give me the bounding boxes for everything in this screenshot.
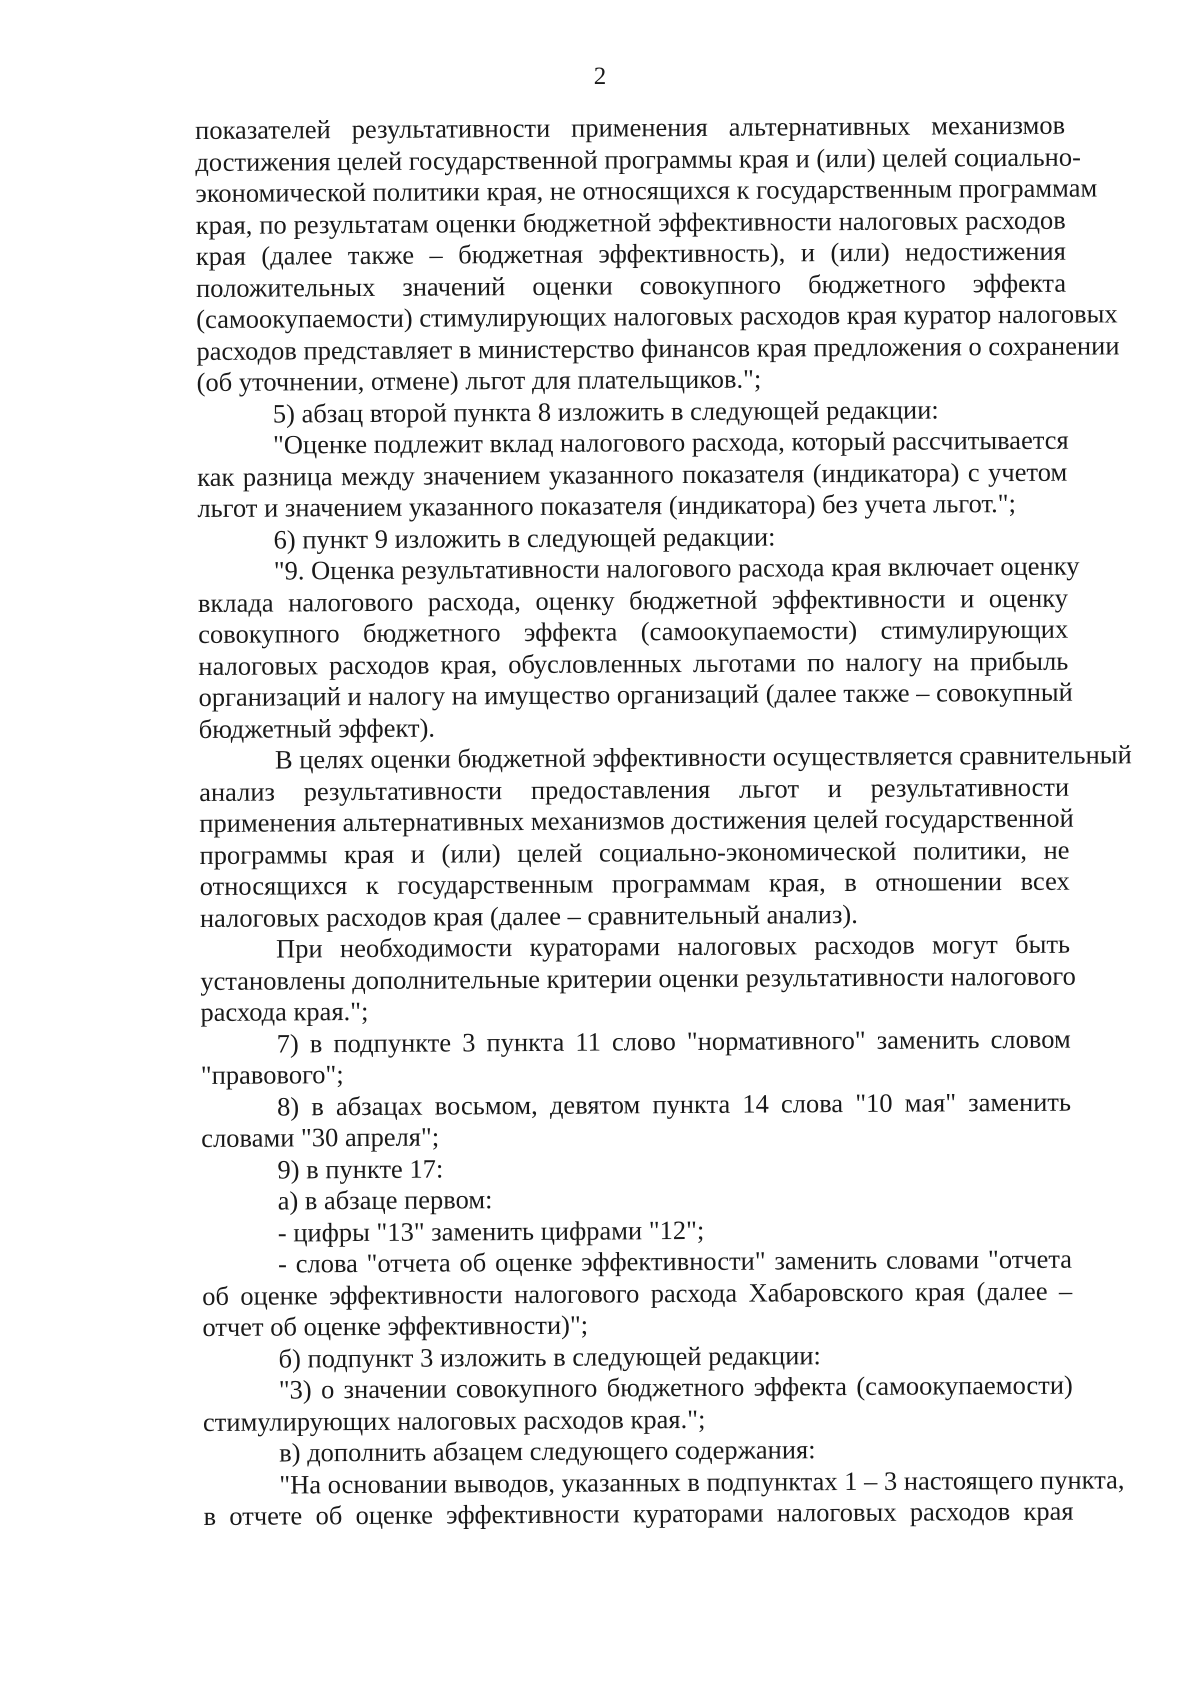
text-line: совокупного бюджетного эффекта (самоокупаемости) стимулирующих [198,613,1069,649]
text-line: программы края и (или) целей социально-экономической политики, не [199,834,1070,870]
text-line: края (далее также – бюджетная эффективность), и (или) недостижения [195,235,1066,271]
text-line: бюджетный эффект). [198,712,436,744]
text-line: положительных значений оценки совокупного бюджетного эффекта [195,267,1067,303]
text-line: 9) в пункте 17: [277,1153,444,1185]
text-line: а) в абзаце первом: [277,1184,493,1216]
text-line: 8) в абзацах восьмом, девятом пункта 14 слова "10 мая" заменить [276,1086,1072,1122]
text-line: края, по результатам оценки бюджетной эффективности налоговых расходов [195,204,1066,240]
page-number: 2 [593,63,607,90]
text-line: б) подпункт 3 изложить в следующей редакции: [278,1339,821,1374]
text-line: "правового"; [200,1059,344,1090]
text-line: расхода края."; [200,995,369,1027]
text-line: отчет об оценке эффективности)"; [202,1309,589,1342]
text-line: льгот и значением указанного показателя (индикатора) без учета льгот."; [197,487,1016,523]
text-line: анализ результативности предоставления льгот и результативности [199,771,1070,807]
text-line: расходов представляет в министерство финансов края предложения о сохранении [196,329,1120,366]
text-line: налоговых расходов края (далее – сравнительный анализ). [199,898,858,933]
text-line: 5) абзац второй пункта 8 изложить в следующей редакции: [272,393,939,429]
text-line: "3) о значении совокупного бюджетного эффекта (самоокупаемости) [278,1369,1073,1405]
text-line: достижения целей государственной программы края и (или) целей социально- [195,141,1081,177]
text-line: (об уточнении, отмене) льгот для плательщиков."; [196,363,762,397]
text-line: в отчете об оценке эффективности кураторами налоговых расходов края [203,1495,1074,1531]
text-line: стимулирующих налоговых расходов края."; [202,1403,706,1437]
text-line: налоговых расходов края, обусловленных льготами по налогу на прибыль [198,645,1069,681]
text-line: "Оценке подлежит вклад налогового расхода, который рассчитывается [272,424,1069,460]
text-line: об оценке эффективности налогового расхода Хабаровского края (далее – [202,1275,1073,1311]
text-line: В целях оценки бюджетной эффективности осуществляется сравнительный [274,739,1132,775]
text-line: - слова "отчета об оценке эффективности" заменить словами "отчета [277,1243,1073,1279]
text-line: как разница между значением указанного показателя (индикатора) с учетом [197,456,1068,492]
text-line: словами "30 апреля"; [201,1121,440,1153]
text-line: (самоокупаемости) стимулирующих налоговых расходов края куратор налоговых [196,298,1118,334]
text-line: установлены дополнительные критерии оценки результативности налогового [200,960,1076,996]
text-line: в) дополнить абзацем следующего содержания: [279,1434,816,1468]
text-line: организаций и налогу на имущество организаций (далее также – совокупный [198,676,1073,712]
text-line: 6) пункт 9 изложить в следующей редакции: [273,520,776,555]
document-body [195,109,1132,1533]
text-line: "9. Оценка результативности налогового расхода края включает оценку [273,550,1080,586]
text-line: При необходимости кураторами налоговых расходов могут быть [276,928,1071,964]
text-line: "На основании выводов, указанных в подпунктах 1 – 3 настоящего пункта, [279,1463,1125,1500]
text-line: показателей результативности применения альтернативных механизмов [195,109,1066,145]
text-line: - цифры "13" заменить цифрами "12"; [277,1214,705,1248]
text-line: вклада налогового расхода, оценку бюджетной эффективности и оценку [197,582,1069,618]
text-line: применения альтернативных механизмов достижения целей государственной [199,802,1074,838]
text-line: 7) в подпункте 3 пункта 11 слово "нормативного" заменить словом [276,1023,1071,1059]
text-line: относящихся к государственным программам края, в отношении всех [199,865,1070,901]
text-line: экономической политики края, не относящихся к государственным программам [195,172,1098,208]
